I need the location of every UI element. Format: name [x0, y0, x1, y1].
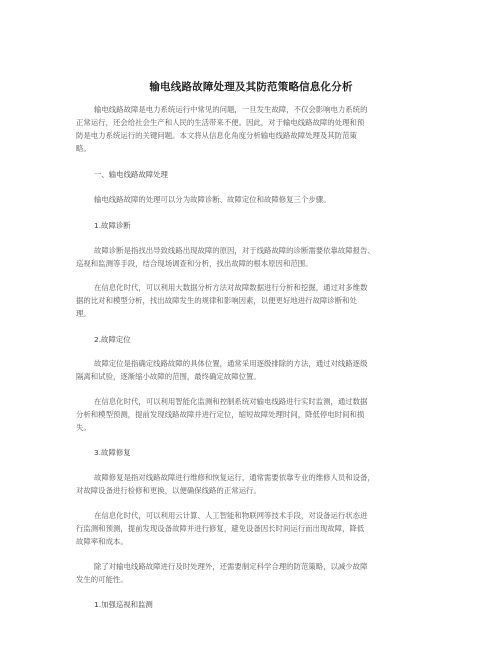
intro-line-3: 防是电力系统运行的关键问题。本文将从信息化角度分析输电线路故障处理及其防范策 — [76, 131, 357, 140]
paragraph-line: 在信息化时代，可以利用大数据分析方法对故障数据进行分析和挖掘，通过对多维数 — [94, 283, 368, 292]
paragraph-line: 巡视和监测等手段，结合现场调查和分析，找出故障的根本原因和范围。 — [76, 259, 313, 268]
paragraph-line: 据的比对和模型分析，找出故障发生的规律和影响因素，以便更好地进行故障诊断和处 — [76, 296, 357, 305]
subheading-inspection: 1.加强巡视和监测 — [94, 600, 153, 609]
paragraph-line: 隔离和试验，逐渐缩小故障的范围，最终确定故障位置。 — [76, 372, 261, 381]
paragraph-line: 故障修复是指对线路故障进行维修和恢复运行，通常需要依靠专业的维修人员和设备， — [94, 473, 375, 482]
paragraph-line: 失。 — [76, 423, 91, 432]
paragraph-line: 发生的可能性。 — [76, 575, 128, 584]
paragraph-line: 故障率和成本。 — [76, 537, 128, 546]
paragraph-line: 对故障设备进行检修和更换，以便确保线路的正常运行。 — [76, 486, 261, 495]
subheading-fault-repair: 3.故障修复 — [94, 448, 131, 457]
paragraph-line: 在信息化时代，可以利用智能化监测和控制系统对输电线路进行实时监测，通过数据 — [94, 397, 368, 406]
intro-line-2: 正常运行，还会给社会生产和人民的生活带来不便。因此，对于输电线路故障的处理和预 — [76, 118, 365, 127]
paragraph-line: 故障定位是指确定线路故障的具体位置，通常采用逐级排除的方法，通过对线路逐级 — [94, 359, 368, 368]
paragraph-line: 理。 — [76, 309, 91, 318]
paragraph-line: 除了对输电线路故障进行及时处理外，还需要制定科学合理的防范策略，以减少故障 — [94, 562, 368, 571]
paragraph-line: 输电线路故障的处理可以分为故障诊断、故障定位和故障修复三个步骤。 — [94, 195, 331, 204]
paragraph-line: 在信息化时代，可以利用云计算、人工智能和物联网等技术手段，对设备运行状态进 — [94, 511, 368, 520]
paragraph-line: 行监测和预测，提前发现设备故障并进行修复，避免设备因长时间运行而出现故障，降低 — [76, 524, 365, 533]
intro-line-4: 略。 — [76, 144, 91, 153]
paragraph-line: 故障诊断是指找出导致线路出现故障的原因，对于线路故障的诊断需要依靠故障报告、 — [94, 246, 375, 255]
document-title: 输电线路故障处理及其防范策略信息化分析 — [149, 81, 353, 93]
paragraph-line: 分析和模型预测，提前发现线路故障并进行定位，缩短故障处理时间，降低停电时间和损 — [76, 410, 365, 419]
section-heading-1: 一、输电线路故障处理 — [94, 170, 168, 179]
subheading-fault-location: 2.故障定位 — [94, 335, 131, 344]
intro-line-1: 输电线路故障是电力系统运行中常见的问题，一旦发生故障，不仅会影响电力系统的 — [94, 105, 368, 114]
subheading-fault-diagnosis: 1.故障诊断 — [94, 221, 131, 230]
